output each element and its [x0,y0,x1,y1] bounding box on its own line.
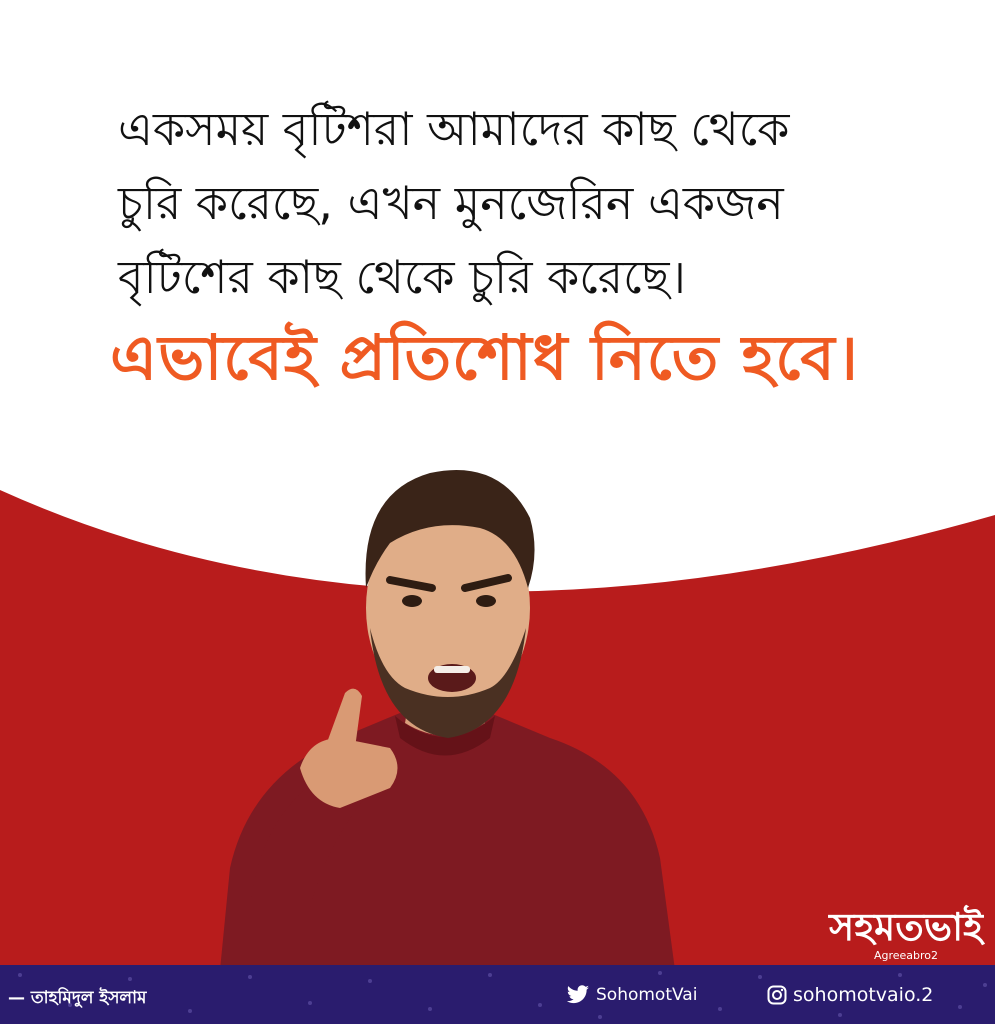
instagram-link[interactable] [767,982,933,1008]
twitter-link[interactable] [566,982,697,1008]
brand-logo [826,905,986,965]
quote-line: বৃটিশের কাছ থেকে চুরি করেছে। [118,250,686,304]
quote-line: একসময় বৃটিশরা আমাদের কাছ থেকে [118,102,790,156]
instagram-handle: sohomotvaio.2 [793,984,934,1006]
logo-text: সহমতভাই [829,904,983,949]
instagram-icon [767,985,787,1005]
author-credit: — তাহমিদুল ইসলাম [8,988,147,1008]
angry-man-pointing-illustration [190,438,690,970]
logo-subtext: Agreeabro2 [873,949,939,962]
twitter-icon [566,985,590,1005]
twitter-handle: SohomotVai [596,985,698,1005]
footer-bar [0,965,995,1024]
highlight-text: এভাবেই প্রতিশোধ নিতে হবে। [110,321,859,394]
quote-text [118,92,938,314]
quote-line: চুরি করেছে, এখন মুনজেরিন একজন [118,176,784,230]
